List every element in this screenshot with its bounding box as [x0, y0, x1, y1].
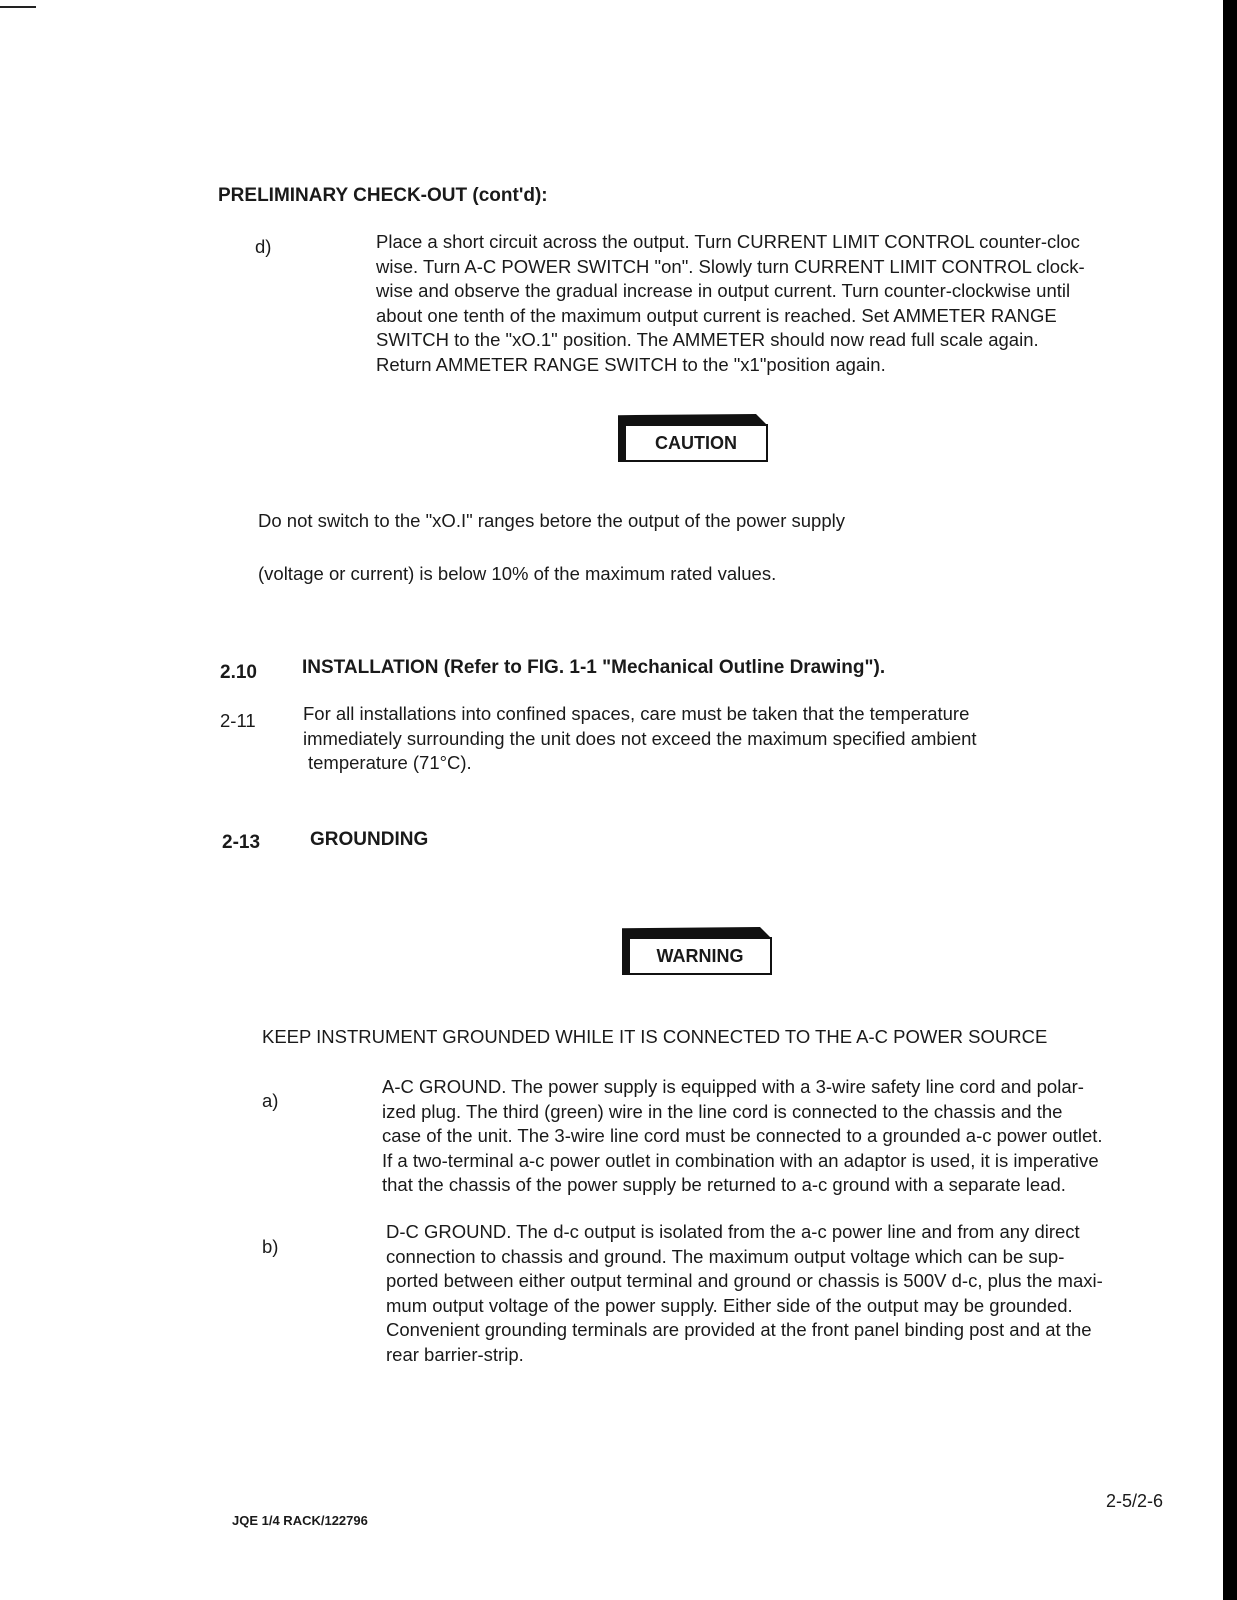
item-b-label: b)	[262, 1236, 279, 1257]
page-number: 2-5/2-6	[1106, 1491, 1164, 1511]
text-line: If a two-terminal a-c power outlet in combination with an adaptor is used, it is imperative	[382, 1149, 1099, 1171]
step-d-text	[376, 230, 1168, 377]
text-line: case of the unit. The 3-wire line cord must be connected to a grounded a-c power outlet.	[382, 1125, 1103, 1146]
scan-corner-mark	[0, 6, 36, 8]
caution-text-line-2: (voltage or current) is below 10% of the maximum rated values.	[258, 563, 777, 584]
warning-text: KEEP INSTRUMENT GROUNDED WHILE IT IS CONNECTED TO THE A-C POWER SOURCE	[262, 1026, 1048, 1047]
section-number-2-10: 2.10	[220, 662, 257, 683]
text-line: Place a short circuit across the output. Turn CURRENT LIMIT CONTROL counter-cloc	[376, 231, 1080, 252]
section-number-2-13: 2-13	[222, 832, 261, 853]
text-line: ized plug. The third (green) wire in the line cord is connected to the chassis and the	[382, 1100, 1063, 1122]
warning-label: WARNING	[656, 946, 744, 966]
item-a-label: a)	[262, 1090, 279, 1111]
text-line: A-C GROUND. The power supply is equipped with a 3-wire safety line cord and polar-	[382, 1076, 1084, 1097]
step-d-label: d)	[255, 236, 272, 257]
text-line: Return AMMETER RANGE SWITCH to the "x1"position again.	[376, 353, 886, 375]
text-line: wise. Turn A-C POWER SWITCH "on". Slowly turn CURRENT LIMIT CONTROL clock-	[376, 255, 1085, 277]
document-id: JQE 1/4 RACK/122796	[232, 1513, 368, 1528]
text-line: ported between either output terminal and ground or chassis is 500V d-c, plus the maxi-	[386, 1270, 1103, 1291]
section-number-2-11: 2-11	[220, 710, 256, 731]
warning-box	[622, 937, 772, 975]
text-line: wise and observe the gradual increase in output current. Turn counter-clockwise until	[376, 280, 1071, 301]
scan-edge-bar	[1223, 0, 1237, 1600]
caution-box-bevel	[618, 414, 768, 426]
text-line: connection to chassis and ground. The maximum output voltage which can be sup-	[386, 1245, 1065, 1267]
warning-box-bevel	[622, 927, 772, 939]
section-heading: PRELIMINARY CHECK-OUT (cont'd):	[218, 185, 548, 206]
section-2-11-text	[303, 702, 1063, 776]
text-line: rear barrier-strip.	[386, 1343, 524, 1365]
item-b-text	[386, 1220, 1170, 1367]
text-line: immediately surrounding the unit does not exceed the maximum specified ambient	[303, 727, 977, 749]
caution-text-line-1: Do not switch to the "xO.I" ranges betore the output of the power supply	[258, 510, 845, 531]
text-line: that the chassis of the power supply be returned to a-c ground with a separate lead.	[382, 1174, 1066, 1195]
text-line: D-C GROUND. The d-c output is isolated from the a-c power line and from any direct	[386, 1221, 1080, 1242]
text-line: mum output voltage of the power supply. Either side of the output may be grounded.	[386, 1294, 1073, 1316]
text-line: temperature (71°C).	[308, 752, 472, 773]
section-title-grounding: GROUNDING	[310, 829, 429, 850]
caution-label: CAUTION	[655, 433, 737, 453]
text-line: Convenient grounding terminals are provided at the front panel binding post and at the	[386, 1319, 1092, 1340]
text-line: about one tenth of the maximum output current is reached. Set AMMETER RANGE	[376, 304, 1057, 326]
text-line: For all installations into confined spaces, care must be taken that the temperature	[303, 703, 970, 724]
item-a-text	[382, 1075, 1172, 1198]
caution-box	[618, 424, 768, 462]
section-title-installation: INSTALLATION (Refer to FIG. 1-1 "Mechanical Outline Drawing").	[302, 657, 886, 678]
text-line: SWITCH to the "xO.1" position. The AMMETER should now read full scale again.	[376, 329, 1039, 350]
